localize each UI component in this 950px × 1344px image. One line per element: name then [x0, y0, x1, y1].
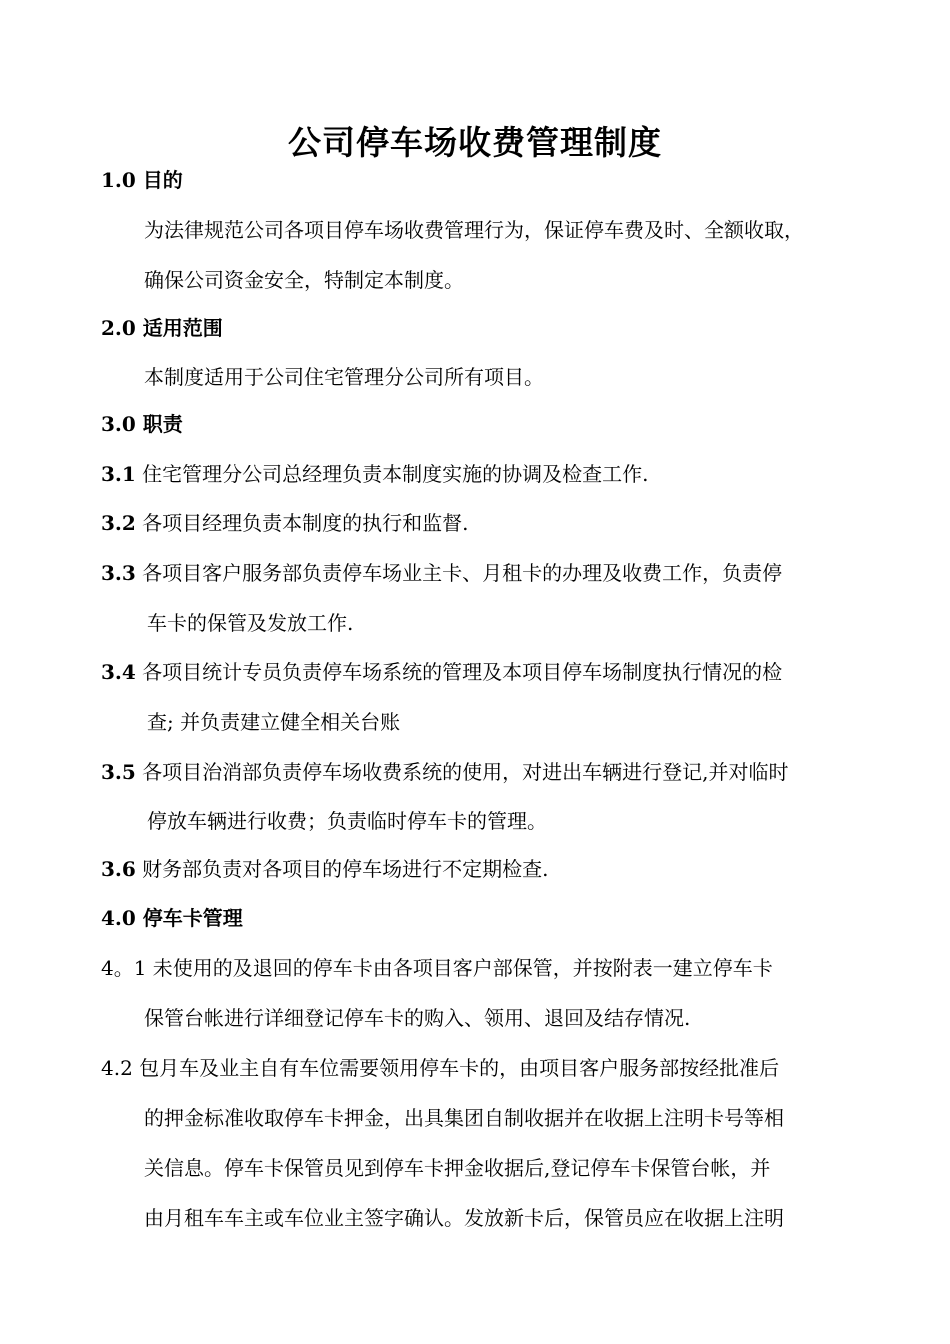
list-item-continuation: 的押金标准收取停车卡押金，出具集团自制收据并在收据上注明卡号等相 — [144, 1106, 784, 1130]
item-number: 3.2 — [101, 511, 136, 535]
list-item-continuation: 查; 并负责建立健全相关台账 — [147, 710, 401, 734]
paragraph-line: 本制度适用于公司住宅管理分公司所有项目。 — [144, 365, 544, 389]
list-item: 4.2 包月车及业主自有车位需要领用停车卡的，由项目客户服务部按经批准后 — [101, 1056, 780, 1080]
item-number: 3.3 — [101, 561, 136, 585]
item-text: 财务部负责对各项目的停车场进行不定期检查. — [135, 857, 549, 881]
list-item — [101, 757, 789, 787]
item-number: 3.6 — [101, 857, 136, 881]
item-text: 各项目经理负责本制度的执行和监督. — [135, 511, 469, 535]
paragraph-line: 确保公司资金安全，特制定本制度。 — [144, 268, 464, 292]
item-text: 住宅管理分公司总经理负责本制度实施的协调及检查工作. — [135, 462, 649, 486]
item-number: 3.5 — [101, 760, 136, 784]
section-heading-purpose: 1.0 目的 — [101, 168, 183, 192]
item-text: 各项目统计专员负责停车场系统的管理及本项目停车场制度执行情况的检 — [135, 660, 783, 684]
list-item-continuation: 保管台帐进行详细登记停车卡的购入、领用、退回及结存情况. — [144, 1006, 691, 1030]
item-number: 3.1 — [101, 462, 136, 486]
list-item — [101, 657, 782, 687]
section-heading-card-management: 4.0 停车卡管理 — [101, 906, 243, 930]
page-title: 公司停车场收费管理制度 — [288, 123, 662, 162]
list-item-continuation: 由月租车车主或车位业主签字确认。发放新卡后，保管员应在收据上注明 — [144, 1206, 784, 1230]
list-item — [101, 854, 549, 884]
paragraph-line: 为法律规范公司各项目停车场收费管理行为，保证停车费及时、全额收取， — [144, 218, 804, 242]
list-item-continuation: 车卡的保管及发放工作. — [147, 611, 354, 635]
list-item-continuation: 停放车辆进行收费；负责临时停车卡的管理。 — [147, 809, 547, 833]
section-heading-responsibilities: 3.0 职责 — [101, 412, 183, 436]
list-item: 4。1 未使用的及退回的停车卡由各项目客户部保管，并按附表一建立停车卡 — [101, 956, 773, 980]
item-text: 各项目治消部负责停车场收费系统的使用，对进出车辆进行登记,并对临时 — [135, 760, 789, 784]
list-item — [101, 508, 469, 538]
list-item-continuation: 关信息。停车卡保管员见到停车卡押金收据后,登记停车卡保管台帐，并 — [144, 1156, 771, 1180]
section-heading-scope: 2.0 适用范围 — [101, 316, 223, 340]
list-item — [101, 459, 649, 489]
list-item — [101, 558, 782, 588]
item-number: 3.4 — [101, 660, 136, 684]
item-text: 各项目客户服务部负责停车场业主卡、月租卡的办理及收费工作，负责停 — [135, 561, 783, 585]
